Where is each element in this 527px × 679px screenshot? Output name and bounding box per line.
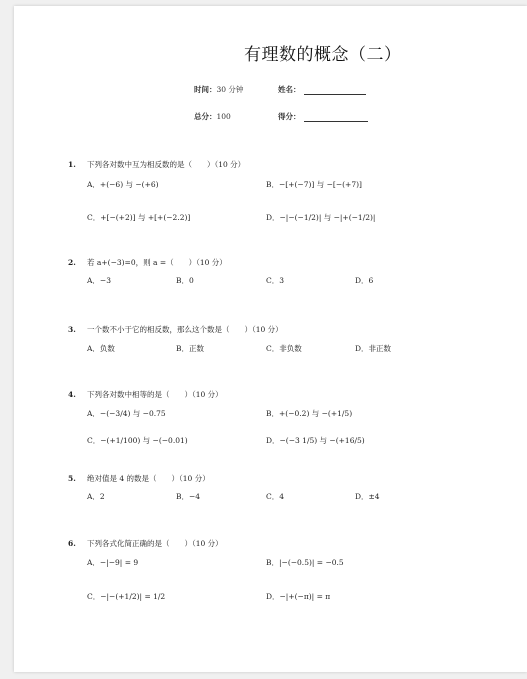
- score-blank[interactable]: [304, 121, 368, 122]
- question-stem: 一个数不小于它的相反数，那么这个数是（ ）（10 分）: [87, 325, 283, 334]
- option-letter: B．: [266, 409, 280, 418]
- option-letter: D．: [266, 213, 280, 222]
- option-text: −(+1/100) 与 −(−0.01): [100, 436, 188, 445]
- option-a[interactable]: [87, 557, 138, 568]
- option-text: 非负数: [279, 344, 302, 353]
- option-letter: A．: [87, 492, 100, 501]
- option-letter: A．: [87, 180, 100, 189]
- option-letter: D．: [355, 492, 369, 501]
- option-text: 2: [99, 492, 105, 501]
- question-stem: 若 a+(−3)=0，则 a =（ ）（10 分）: [87, 258, 227, 267]
- question-stem: 下列各对数中互为相反数的是（ ）（10 分）: [87, 160, 246, 169]
- name-blank[interactable]: [304, 94, 366, 95]
- option-d[interactable]: [266, 435, 365, 446]
- option-letter: B．: [176, 344, 190, 353]
- option-c[interactable]: [266, 491, 284, 502]
- question-number: 5.: [68, 474, 76, 483]
- option-text: |−(−0.5)| = −0.5: [279, 558, 344, 567]
- option-b[interactable]: [266, 408, 352, 419]
- option-text: 负数: [99, 344, 115, 353]
- option-b[interactable]: [176, 491, 200, 502]
- option-text: ±4: [368, 492, 380, 501]
- option-text: −[+(−7)] 与 −[−(+7)]: [279, 180, 362, 189]
- total-field: [194, 111, 231, 122]
- option-letter: D．: [355, 276, 369, 285]
- option-c[interactable]: [87, 435, 188, 446]
- total-label: 总分：: [194, 112, 217, 121]
- option-text: −|−(−1/2)| 与 −|+(−1/2)|: [279, 213, 376, 222]
- option-text: 3: [279, 276, 285, 285]
- option-d[interactable]: [355, 343, 391, 354]
- worksheet-page: [14, 6, 527, 672]
- question-stem: 下列各式化简正确的是（ ）（10 分）: [87, 539, 223, 548]
- option-text: 0: [189, 276, 194, 285]
- question-stem: 下列各对数中相等的是（ ）（10 分）: [87, 390, 223, 399]
- option-letter: B．: [176, 276, 190, 285]
- option-c[interactable]: [87, 212, 190, 223]
- score-field: [278, 111, 301, 122]
- option-d[interactable]: [266, 591, 330, 602]
- question-stem: 绝对值是 4 的数是（ ）（10 分）: [87, 474, 210, 483]
- option-text: 正数: [189, 344, 205, 353]
- option-letter: C．: [266, 344, 280, 353]
- page-title: 有理数的概念（二）: [244, 45, 402, 65]
- option-c[interactable]: [266, 275, 284, 286]
- option-letter: B．: [176, 492, 190, 501]
- option-b[interactable]: [176, 275, 194, 286]
- question-number: 4.: [68, 390, 76, 399]
- option-letter: C．: [266, 492, 280, 501]
- option-letter: A．: [87, 409, 100, 418]
- option-text: −4: [189, 492, 201, 501]
- option-text: +(−6) 与 −(+6): [99, 180, 159, 189]
- option-letter: D．: [355, 344, 369, 353]
- option-a[interactable]: [87, 408, 166, 419]
- option-text: +[−(+2)] 与 +[+(−2.2)]: [100, 213, 191, 222]
- option-a[interactable]: [87, 343, 115, 354]
- option-letter: B．: [266, 558, 280, 567]
- option-a[interactable]: [87, 179, 159, 190]
- option-b[interactable]: [266, 557, 344, 568]
- option-b[interactable]: [266, 179, 362, 190]
- option-letter: D．: [266, 436, 280, 445]
- option-d[interactable]: [355, 491, 380, 502]
- time-field: [194, 84, 243, 95]
- option-letter: C．: [87, 213, 101, 222]
- question-number: 6.: [68, 539, 76, 548]
- option-text: −|+(−π)| = π: [279, 592, 331, 601]
- option-a[interactable]: [87, 275, 111, 286]
- time-label: 时间：: [194, 85, 217, 94]
- option-text: −(−3 1/5) 与 −(+16/5): [279, 436, 365, 445]
- name-label: 姓名：: [278, 85, 301, 94]
- question-number: 1.: [68, 160, 76, 169]
- option-c[interactable]: [87, 591, 165, 602]
- question-number: 3.: [68, 325, 76, 334]
- name-field: [278, 84, 301, 95]
- option-c[interactable]: [266, 343, 302, 354]
- time-value: 30 分钟: [216, 85, 244, 94]
- option-text: −|−9| = 9: [99, 558, 139, 567]
- option-b[interactable]: [176, 343, 204, 354]
- option-letter: C．: [87, 436, 101, 445]
- option-text: 4: [279, 492, 285, 501]
- question-number: 2.: [68, 258, 76, 267]
- total-value: 100: [216, 112, 231, 121]
- option-letter: D．: [266, 592, 280, 601]
- option-letter: A．: [87, 558, 100, 567]
- option-letter: C．: [266, 276, 280, 285]
- option-text: −(−3/4) 与 −0.75: [99, 409, 166, 418]
- option-text: 6: [368, 276, 374, 285]
- option-letter: A．: [87, 344, 100, 353]
- option-text: 非正数: [368, 344, 392, 353]
- option-letter: C．: [87, 592, 101, 601]
- option-d[interactable]: [355, 275, 373, 286]
- score-label: 得分：: [278, 112, 301, 121]
- option-text: −3: [99, 276, 111, 285]
- option-letter: A．: [87, 276, 100, 285]
- option-letter: B．: [266, 180, 280, 189]
- option-d[interactable]: [266, 212, 375, 223]
- option-text: −|−(+1/2)| = 1/2: [100, 592, 166, 601]
- option-a[interactable]: [87, 491, 105, 502]
- option-text: +(−0.2) 与 −(+1/5): [279, 409, 353, 418]
